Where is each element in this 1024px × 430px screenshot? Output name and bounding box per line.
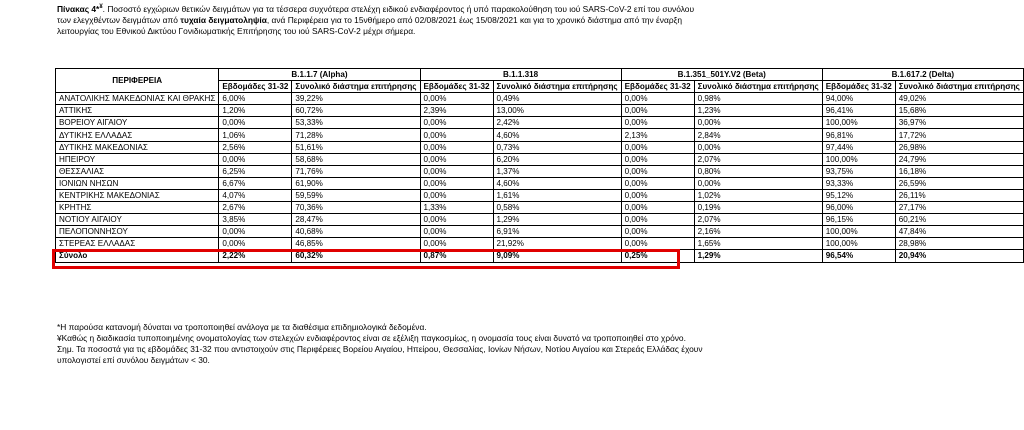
value-cell: 6,91% <box>493 226 621 238</box>
value-cell: 36,97% <box>895 117 1023 129</box>
value-cell: 17,72% <box>895 129 1023 141</box>
caption-label: Πίνακας 4*¥ <box>57 3 103 14</box>
value-cell: 15,68% <box>895 105 1023 117</box>
value-cell: 60,21% <box>895 214 1023 226</box>
value-cell: 47,84% <box>895 226 1023 238</box>
value-cell: 0,58% <box>493 202 621 214</box>
value-cell: 0,00% <box>219 117 292 129</box>
total-row <box>56 250 1024 262</box>
value-cell: 97,44% <box>822 141 895 153</box>
table-row <box>56 105 1024 117</box>
value-cell: 28,98% <box>895 238 1023 250</box>
value-cell: 0,00% <box>621 226 694 238</box>
value-cell: 0,00% <box>420 165 493 177</box>
variant-header-b11318: B.1.1.318 <box>420 69 621 81</box>
sub-header-total: Συνολικό διάστημα επιτήρησης <box>895 81 1023 93</box>
value-cell: 0,00% <box>694 177 822 189</box>
value-cell: 1,29% <box>493 214 621 226</box>
value-cell: 4,07% <box>219 189 292 201</box>
value-cell: 0,00% <box>219 153 292 165</box>
value-cell: 71,76% <box>292 165 420 177</box>
value-cell: 20,94% <box>895 250 1023 262</box>
value-cell: 1,65% <box>694 238 822 250</box>
value-cell: 59,59% <box>292 189 420 201</box>
region-cell: ΔΥΤΙΚΗΣ ΕΛΛΑΔΑΣ <box>56 129 219 141</box>
region-header: ΠΕΡΙΦΕΡΕΙΑ <box>56 69 219 93</box>
value-cell: 0,00% <box>420 226 493 238</box>
sub-header-total: Συνολικό διάστημα επιτήρησης <box>493 81 621 93</box>
region-cell: ΚΡΗΤΗΣ <box>56 202 219 214</box>
value-cell: 6,25% <box>219 165 292 177</box>
table-caption <box>57 2 707 37</box>
table-row <box>56 165 1024 177</box>
value-cell: 100,00% <box>822 117 895 129</box>
value-cell: 58,68% <box>292 153 420 165</box>
value-cell: 53,33% <box>292 117 420 129</box>
value-cell: 21,92% <box>493 238 621 250</box>
table-row <box>56 189 1024 201</box>
value-cell: 0,19% <box>694 202 822 214</box>
value-cell: 1,20% <box>219 105 292 117</box>
value-cell: 96,15% <box>822 214 895 226</box>
value-cell: 0,00% <box>420 238 493 250</box>
value-cell: 96,54% <box>822 250 895 262</box>
value-cell: 60,72% <box>292 105 420 117</box>
value-cell: 0,00% <box>621 238 694 250</box>
value-cell: 6,20% <box>493 153 621 165</box>
sub-header-total: Συνολικό διάστημα επιτήρησης <box>694 81 822 93</box>
value-cell: 26,11% <box>895 189 1023 201</box>
value-cell: 94,00% <box>822 93 895 105</box>
value-cell: 2,07% <box>694 214 822 226</box>
variant-header-alpha: B.1.1.7 (Alpha) <box>219 69 420 81</box>
value-cell: 0,73% <box>493 141 621 153</box>
region-cell: ΑΤΤΙΚΗΣ <box>56 105 219 117</box>
table-row <box>56 202 1024 214</box>
value-cell: 0,00% <box>621 165 694 177</box>
value-cell: 4,60% <box>493 177 621 189</box>
value-cell: 0,00% <box>621 105 694 117</box>
caption-text-1: . Ποσοστό εγχώριων θετικών δειγμάτων για τα τέσσερα συχνότερα στελέχη ειδικού ενδιαφέροντος ή υπό παρακολούθηση του ιού SARS-CoV-2 επί του συνόλου των ελεγχθέντων δειγμάτων από <box>57 3 695 25</box>
region-cell: ΗΠΕΙΡΟΥ <box>56 153 219 165</box>
table-row <box>56 93 1024 105</box>
sub-header-weeks: Εβδομάδες 31-32 <box>420 81 493 93</box>
table-row <box>56 129 1024 141</box>
value-cell: 16,18% <box>895 165 1023 177</box>
table-row <box>56 141 1024 153</box>
value-cell: 0,25% <box>621 250 694 262</box>
region-cell: ΘΕΣΣΑΛΙΑΣ <box>56 165 219 177</box>
value-cell: 61,90% <box>292 177 420 189</box>
value-cell: 1,06% <box>219 129 292 141</box>
value-cell: 0,00% <box>420 129 493 141</box>
value-cell: 2,42% <box>493 117 621 129</box>
value-cell: 6,67% <box>219 177 292 189</box>
value-cell: 51,61% <box>292 141 420 153</box>
variant-header-beta: B.1.351_501Y.V2 (Beta) <box>621 69 822 81</box>
value-cell: 0,00% <box>420 141 493 153</box>
value-cell: 0,98% <box>694 93 822 105</box>
sub-header-weeks: Εβδομάδες 31-32 <box>621 81 694 93</box>
region-cell: ΒΟΡΕΙΟΥ ΑΙΓΑΙΟΥ <box>56 117 219 129</box>
table-row <box>56 214 1024 226</box>
table-row <box>56 177 1024 189</box>
region-cell: Σύνολο <box>56 250 219 262</box>
value-cell: 2,22% <box>219 250 292 262</box>
footnote: ¥Καθώς η διαδικασία τυποποιημένης ονοματολογίας των στελεχών ενδιαφέροντος είναι σε εξέλιξη παγκοσμίως, η ονομασία τους είναι δυνατό να τροποποιηθεί στο χρόνο. <box>57 333 686 343</box>
value-cell: 9,09% <box>493 250 621 262</box>
value-cell: 1,23% <box>694 105 822 117</box>
value-cell: 0,00% <box>420 93 493 105</box>
value-cell: 0,00% <box>420 177 493 189</box>
value-cell: 93,33% <box>822 177 895 189</box>
value-cell: 0,00% <box>420 189 493 201</box>
value-cell: 26,98% <box>895 141 1023 153</box>
value-cell: 2,67% <box>219 202 292 214</box>
region-cell: ΚΕΝΤΡΙΚΗΣ ΜΑΚΕΔΟΝΙΑΣ <box>56 189 219 201</box>
value-cell: 1,37% <box>493 165 621 177</box>
value-cell: 26,59% <box>895 177 1023 189</box>
value-cell: 2,07% <box>694 153 822 165</box>
value-cell: 0,00% <box>420 153 493 165</box>
value-cell: 0,00% <box>621 153 694 165</box>
value-cell: 71,28% <box>292 129 420 141</box>
value-cell: 96,41% <box>822 105 895 117</box>
table-body <box>56 93 1024 262</box>
value-cell: 70,36% <box>292 202 420 214</box>
value-cell: 1,33% <box>420 202 493 214</box>
value-cell: 40,68% <box>292 226 420 238</box>
value-cell: 27,17% <box>895 202 1023 214</box>
value-cell: 1,02% <box>694 189 822 201</box>
footnotes <box>57 322 717 366</box>
value-cell: 2,56% <box>219 141 292 153</box>
value-cell: 0,00% <box>621 214 694 226</box>
value-cell: 0,87% <box>420 250 493 262</box>
value-cell: 3,85% <box>219 214 292 226</box>
value-cell: 39,22% <box>292 93 420 105</box>
region-cell: ΙΟΝΙΩΝ ΝΗΣΩΝ <box>56 177 219 189</box>
value-cell: 0,00% <box>621 93 694 105</box>
value-cell: 13,00% <box>493 105 621 117</box>
value-cell: 46,85% <box>292 238 420 250</box>
value-cell: 0,00% <box>694 141 822 153</box>
value-cell: 2,16% <box>694 226 822 238</box>
value-cell: 96,81% <box>822 129 895 141</box>
sub-header-total: Συνολικό διάστημα επιτήρησης <box>292 81 420 93</box>
value-cell: 95,12% <box>822 189 895 201</box>
value-cell: 0,80% <box>694 165 822 177</box>
region-cell: ΣΤΕΡΕΑΣ ΕΛΛΑΔΑΣ <box>56 238 219 250</box>
footnote: *Η παρούσα κατανομή δύναται να τροποποιηθεί ανάλογα με τα διαθέσιμα επιδημιολογικά δεδομένα. <box>57 322 427 332</box>
table-row <box>56 117 1024 129</box>
value-cell: 1,61% <box>493 189 621 201</box>
caption-text-bold: τυχαία δειγματοληψία <box>180 14 267 25</box>
value-cell: 49,02% <box>895 93 1023 105</box>
table-row <box>56 153 1024 165</box>
sub-header-weeks: Εβδομάδες 31-32 <box>822 81 895 93</box>
value-cell: 2,84% <box>694 129 822 141</box>
value-cell: 60,32% <box>292 250 420 262</box>
value-cell: 0,00% <box>219 226 292 238</box>
value-cell: 1,29% <box>694 250 822 262</box>
value-cell: 0,00% <box>694 117 822 129</box>
caption-text-2: , ανά Περιφέρεια για το 15νθήμερο από 02/08/2021 έως 15/08/2021 και για το χρονικό διάστημα από την έναρξη λειτουργίας του Εθνικού Δικτύου Γονιδιωματικής Επιτήρησης του ιού SARS-CoV-2 μέχρι σήμερα. <box>57 14 682 36</box>
region-cell: ΔΥΤΙΚΗΣ ΜΑΚΕΔΟΝΙΑΣ <box>56 141 219 153</box>
table-row <box>56 238 1024 250</box>
table-row <box>56 226 1024 238</box>
value-cell: 24,79% <box>895 153 1023 165</box>
value-cell: 100,00% <box>822 226 895 238</box>
variant-header-row <box>56 69 1024 81</box>
value-cell: 93,75% <box>822 165 895 177</box>
variants-table <box>55 68 1024 263</box>
region-cell: ΠΕΛΟΠΟΝΝΗΣΟΥ <box>56 226 219 238</box>
value-cell: 96,00% <box>822 202 895 214</box>
value-cell: 4,60% <box>493 129 621 141</box>
footnote: Σημ. Τα ποσοστά για τις εβδομάδες 31-32 που αντιστοιχούν στις Περιφέρειες Βορείου Αιγαίου, Ηπείρου, Θεσσαλίας, Ιονίων Νήσων, Νοτίου Αιγαίου και Στερεάς Ελλάδας έχουν υπολογιστεί επί συνόλου δειγμάτων < 30. <box>57 344 703 365</box>
value-cell: 2,13% <box>621 129 694 141</box>
region-cell: ΝΟΤΙΟΥ ΑΙΓΑΙΟΥ <box>56 214 219 226</box>
value-cell: 100,00% <box>822 153 895 165</box>
value-cell: 0,00% <box>621 189 694 201</box>
value-cell: 0,00% <box>420 214 493 226</box>
value-cell: 0,49% <box>493 93 621 105</box>
variant-header-delta: B.1.617.2 (Delta) <box>822 69 1023 81</box>
value-cell: 100,00% <box>822 238 895 250</box>
value-cell: 6,00% <box>219 93 292 105</box>
sub-header-weeks: Εβδομάδες 31-32 <box>219 81 292 93</box>
value-cell: 0,00% <box>621 141 694 153</box>
value-cell: 2,39% <box>420 105 493 117</box>
region-cell: ΑΝΑΤΟΛΙΚΗΣ ΜΑΚΕΔΟΝΙΑΣ ΚΑΙ ΘΡΑΚΗΣ <box>56 93 219 105</box>
value-cell: 0,00% <box>621 177 694 189</box>
value-cell: 0,00% <box>621 202 694 214</box>
value-cell: 0,00% <box>420 117 493 129</box>
value-cell: 0,00% <box>219 238 292 250</box>
value-cell: 0,00% <box>621 117 694 129</box>
value-cell: 28,47% <box>292 214 420 226</box>
